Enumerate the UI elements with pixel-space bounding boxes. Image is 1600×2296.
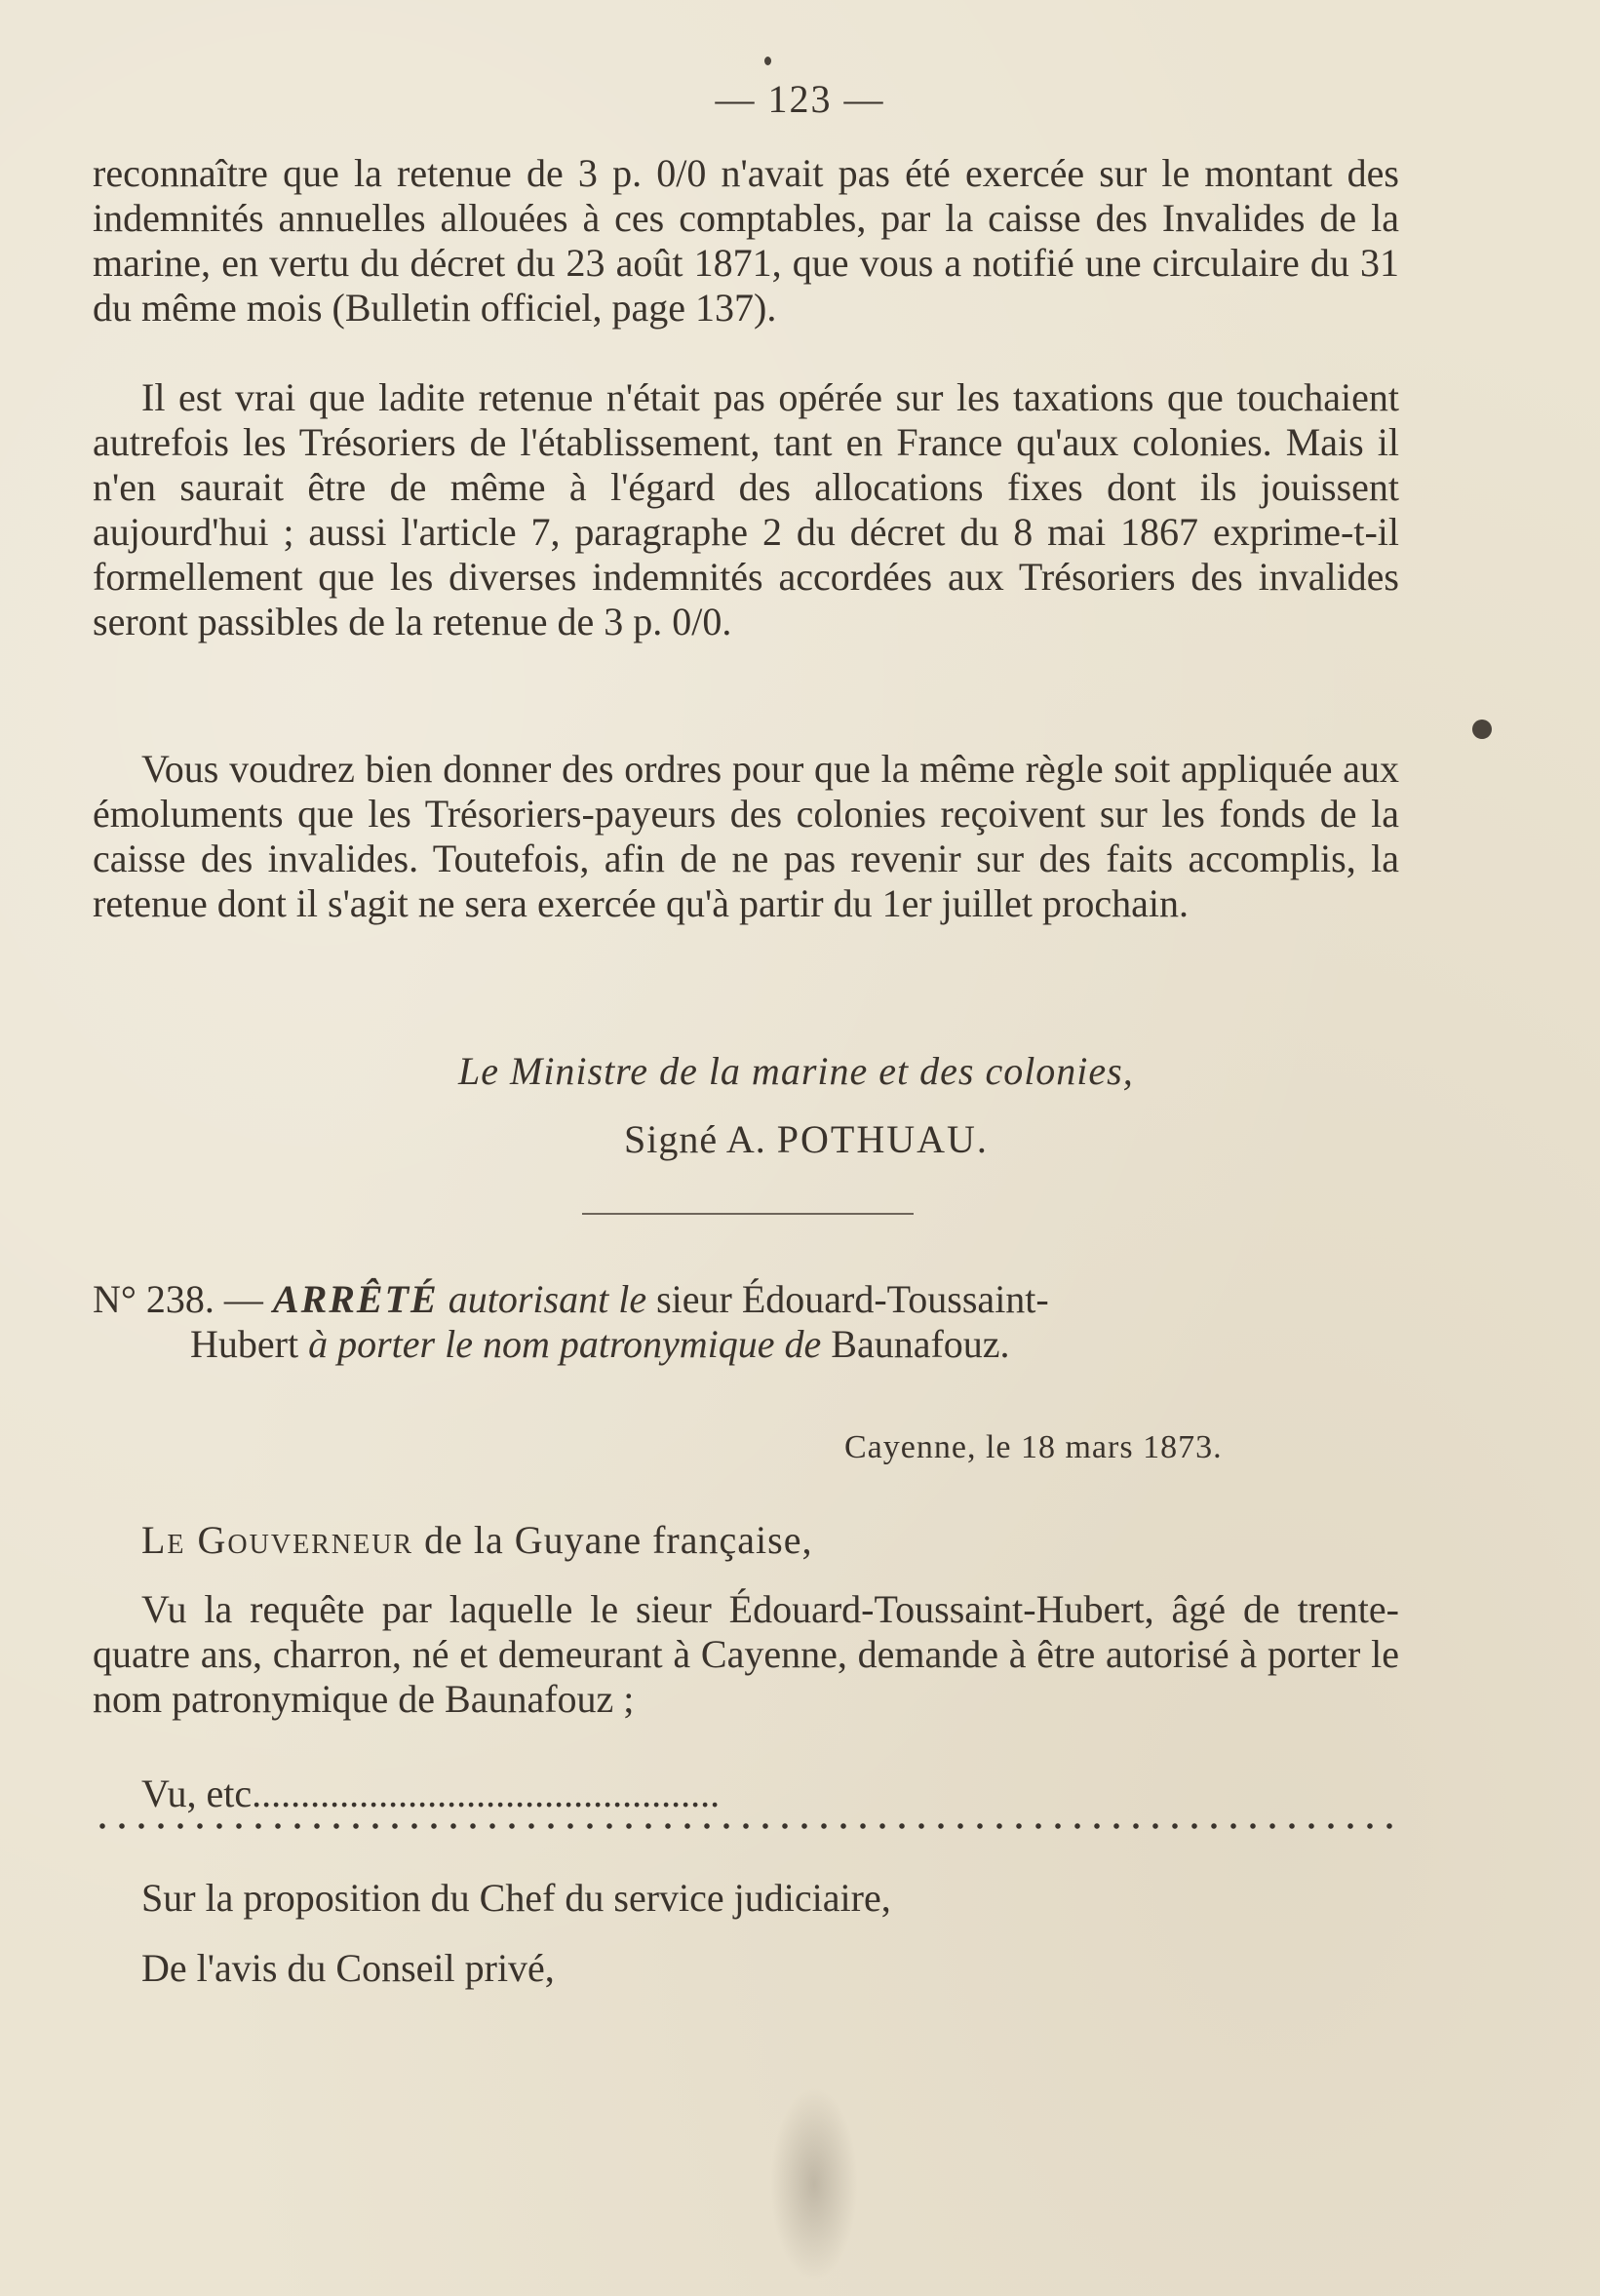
governor-rest: de la Guyane française, [424,1518,813,1562]
paper-stain [770,2086,858,2281]
paragraph-text: reconnaître que la retenue de 3 p. 0/0 n'avait pas été exercée sur le montant des indemnités annuelles allouées à ces comptables, par la caisse des Invalides de la marine, en vertu du décret du 23 août 1871, que vous a notifié une circulaire du 31 du même mois (Bulletin officiel, page 137). [93,151,1399,330]
arrete-title-part2: sieur Édouard-Toussaint- [656,1277,1049,1321]
arrete-number: N° 238. — [93,1277,263,1321]
letter-paragraph-3 [93,747,1399,936]
signature-line [624,1116,989,1162]
avis-line: De l'avis du Conseil privé, [141,1946,555,1990]
signature-title: Le Ministre de la marine et des colonies, [458,1049,1134,1093]
governor-line [141,1517,812,1563]
page-number: — 123 — [715,77,885,121]
paragraph-text: Vu la requête par laquelle le sieur Édouard-Toussaint-Hubert, âgé de trente-quatre ans, charron, né et demeurant à Cayenne, demande à être autorisé à porter le nom patronymique de Baunafouz ; [93,1587,1399,1721]
section-divider [582,1213,914,1215]
ink-speck [1472,720,1492,739]
dateline: Cayenne, le 18 mars 1873. [844,1429,1223,1465]
letter-paragraph-2 [93,375,1399,654]
arrete-title-part4: à porter le nom patronymique de [308,1322,822,1366]
arrete-heading-line2 [93,1322,1399,1367]
signature-prefix: Signé A. [624,1117,766,1161]
governor-title: Le Gouverneur [141,1518,414,1562]
paragraph-text: Il est vrai que ladite retenue n'était pas opérée sur les taxations que touchaient autrefois les Trésoriers de l'établissement, tant en France qu'aux colonies. Mais il n'en saurait être de même à l'égard des allocations fixes dont ils jouissent aujourd'hui ; aussi l'article 7, paragraphe 2 du décret du 8 mai 1867 exprime-t-il formellement que les diverses indemnités accordées aux Trésoriers des invalides seront passibles de la retenue de 3 p. 0/0. [93,375,1399,643]
ink-speck [764,57,771,65]
arrete-heading [93,1277,1399,1367]
proposition-line: Sur la proposition du Chef du service judiciaire, [141,1876,891,1920]
letter-paragraph-1 [93,151,1399,340]
dotted-leader-line [93,1821,1399,1831]
paragraph-text: Vous voudrez bien donner des ordres pour que la même règle soit appliquée aux émoluments que les Trésoriers-payeurs des colonies reçoivent sur les fonds de la caisse des invalides. Toutefois, afin de ne pas revenir sur des faits accomplis, la retenue dont il s'agit ne sera exercée qu'à partir du 1er juillet prochain. [93,747,1399,925]
arrete-kind: ARRÊTÉ [272,1277,439,1321]
request-paragraph [93,1587,1399,1732]
vu-etc-line: Vu, etc................................................ [141,1771,721,1815]
arrete-title-part1: autorisant le [448,1277,647,1321]
arrete-title-part5: Baunafouz. [831,1322,1010,1366]
arrete-title-part3: Hubert [190,1322,299,1366]
signature-name: POTHUAU. [776,1117,989,1161]
